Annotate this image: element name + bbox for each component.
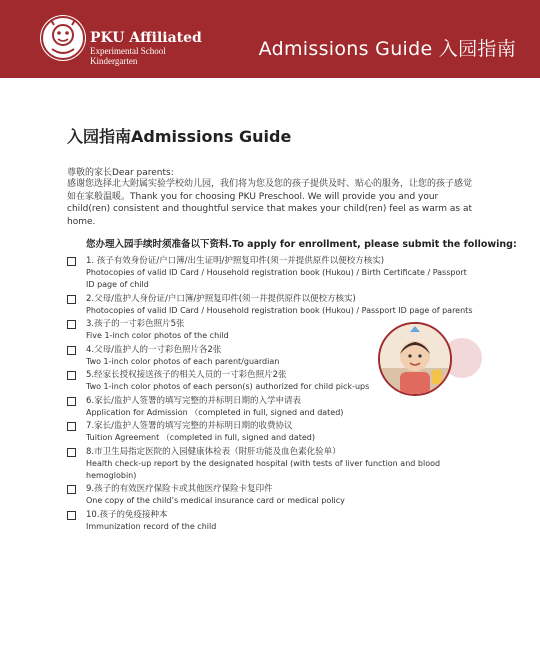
- school-subtitle: Experimental School: [90, 46, 166, 56]
- page-title: 入园指南Admissions Guide: [67, 127, 292, 146]
- checkbox[interactable]: [67, 511, 76, 520]
- item-text-en: Photocopies of valid ID Card / Household registration book (Hukou) / Passport ID page of parents: [86, 305, 473, 315]
- checkbox[interactable]: [67, 448, 76, 457]
- item-text-en: Health check-up report by the designated hospital (with tests of liver function and blood hemoglobin): [86, 458, 441, 480]
- item-text-en: Application for Admission （completed in full, signed and dated): [86, 407, 344, 417]
- item-text-en: Immunization record of the child: [86, 521, 217, 531]
- header-banner: [0, 0, 540, 78]
- checkbox[interactable]: [67, 346, 76, 355]
- checkbox[interactable]: [67, 422, 76, 431]
- item-text-zh: 8.市卫生局指定医院的入园健康体检表（附肝功能及血色素化验单）: [86, 446, 341, 457]
- list-item: [67, 318, 477, 342]
- item-text-en: Two 1-inch color photos of each person(s) authorized for child pick-ups: [86, 382, 370, 391]
- item-text-zh: 10.孩子的免疫接种本: [86, 509, 168, 520]
- list-item: [67, 446, 477, 482]
- list-item: [67, 395, 477, 419]
- school-subtitle-kindergarten: Kindergarten: [90, 56, 138, 66]
- item-text-zh: 6.家长/监护人签署的填写完整的并标明日期的入学申请表: [86, 395, 301, 406]
- list-item: [67, 483, 477, 507]
- list-item: [67, 255, 477, 291]
- item-text-en: Photocopies of valid ID Card / Household registration book (Hukou) / Birth Certificate / Passport ID page of child: [86, 268, 467, 289]
- list-item: [67, 420, 477, 444]
- list-item: [67, 369, 477, 393]
- item-text-en: Two 1-inch color photos of each parent/guardian: [86, 356, 280, 366]
- item-text-zh: 1. 孩子有效身份证/户口簿/出生证明/护照复印件(须一并提供原件以便校方核实): [86, 256, 385, 266]
- instruction-heading: 您办理入园手续时须准备以下资料.To apply for enrollment, please submit the following:: [86, 239, 517, 250]
- checkbox[interactable]: [67, 295, 76, 304]
- item-text-en: Five 1-inch color photos of the child: [86, 331, 229, 340]
- intro-paragraph: 感谢您选择北大附属实验学校幼儿园，我们将为您及您的孩子提供及时、贴心的服务，让您的孩子感觉如在家般温暖。Thank you for choosing PKU Preschool. We will provide you and your child(ren) consistent and thoughtful service that makes your child(ren) feel as warm as at home.: [67, 179, 473, 227]
- item-text-zh: 2.父母/监护人身份证/户口簿/护照复印件(须一并提供原件以便校方核实): [86, 293, 356, 304]
- checkbox[interactable]: [67, 397, 76, 406]
- list-item: [67, 509, 477, 533]
- list-item: [67, 293, 477, 317]
- school-logo: [40, 15, 86, 61]
- item-text-zh: 5.经家长授权接送孩子的相关人员的一寸彩色照片2张: [86, 370, 287, 380]
- checkbox[interactable]: [67, 257, 76, 266]
- item-text-en: One copy of the child’s medical insurance card or medical policy: [86, 496, 345, 505]
- school-name: PKU Affiliated: [90, 30, 202, 46]
- list-item: [67, 344, 477, 368]
- requirements-list: [67, 255, 477, 534]
- item-text-zh: 9.孩子的有效医疗保险卡或其他医疗保险卡复印件: [86, 484, 273, 494]
- item-text-en: Tuition Agreement （completed in full, signed and dated): [86, 433, 315, 442]
- item-text-zh: 3.孩子的一寸彩色照片5张: [86, 319, 185, 329]
- header-title: Admissions Guide 入园指南: [258, 38, 516, 60]
- item-text-zh: 4.父母/监护人的一寸彩色照片各2张: [86, 344, 222, 355]
- salutation: 尊敬的家长Dear parents:: [67, 168, 174, 178]
- checkbox[interactable]: [67, 371, 76, 380]
- item-text-zh: 7.家长/监护人签署的填写完整的并标明日期的收费协议: [86, 421, 293, 431]
- checkbox[interactable]: [67, 320, 76, 329]
- checkbox[interactable]: [67, 485, 76, 494]
